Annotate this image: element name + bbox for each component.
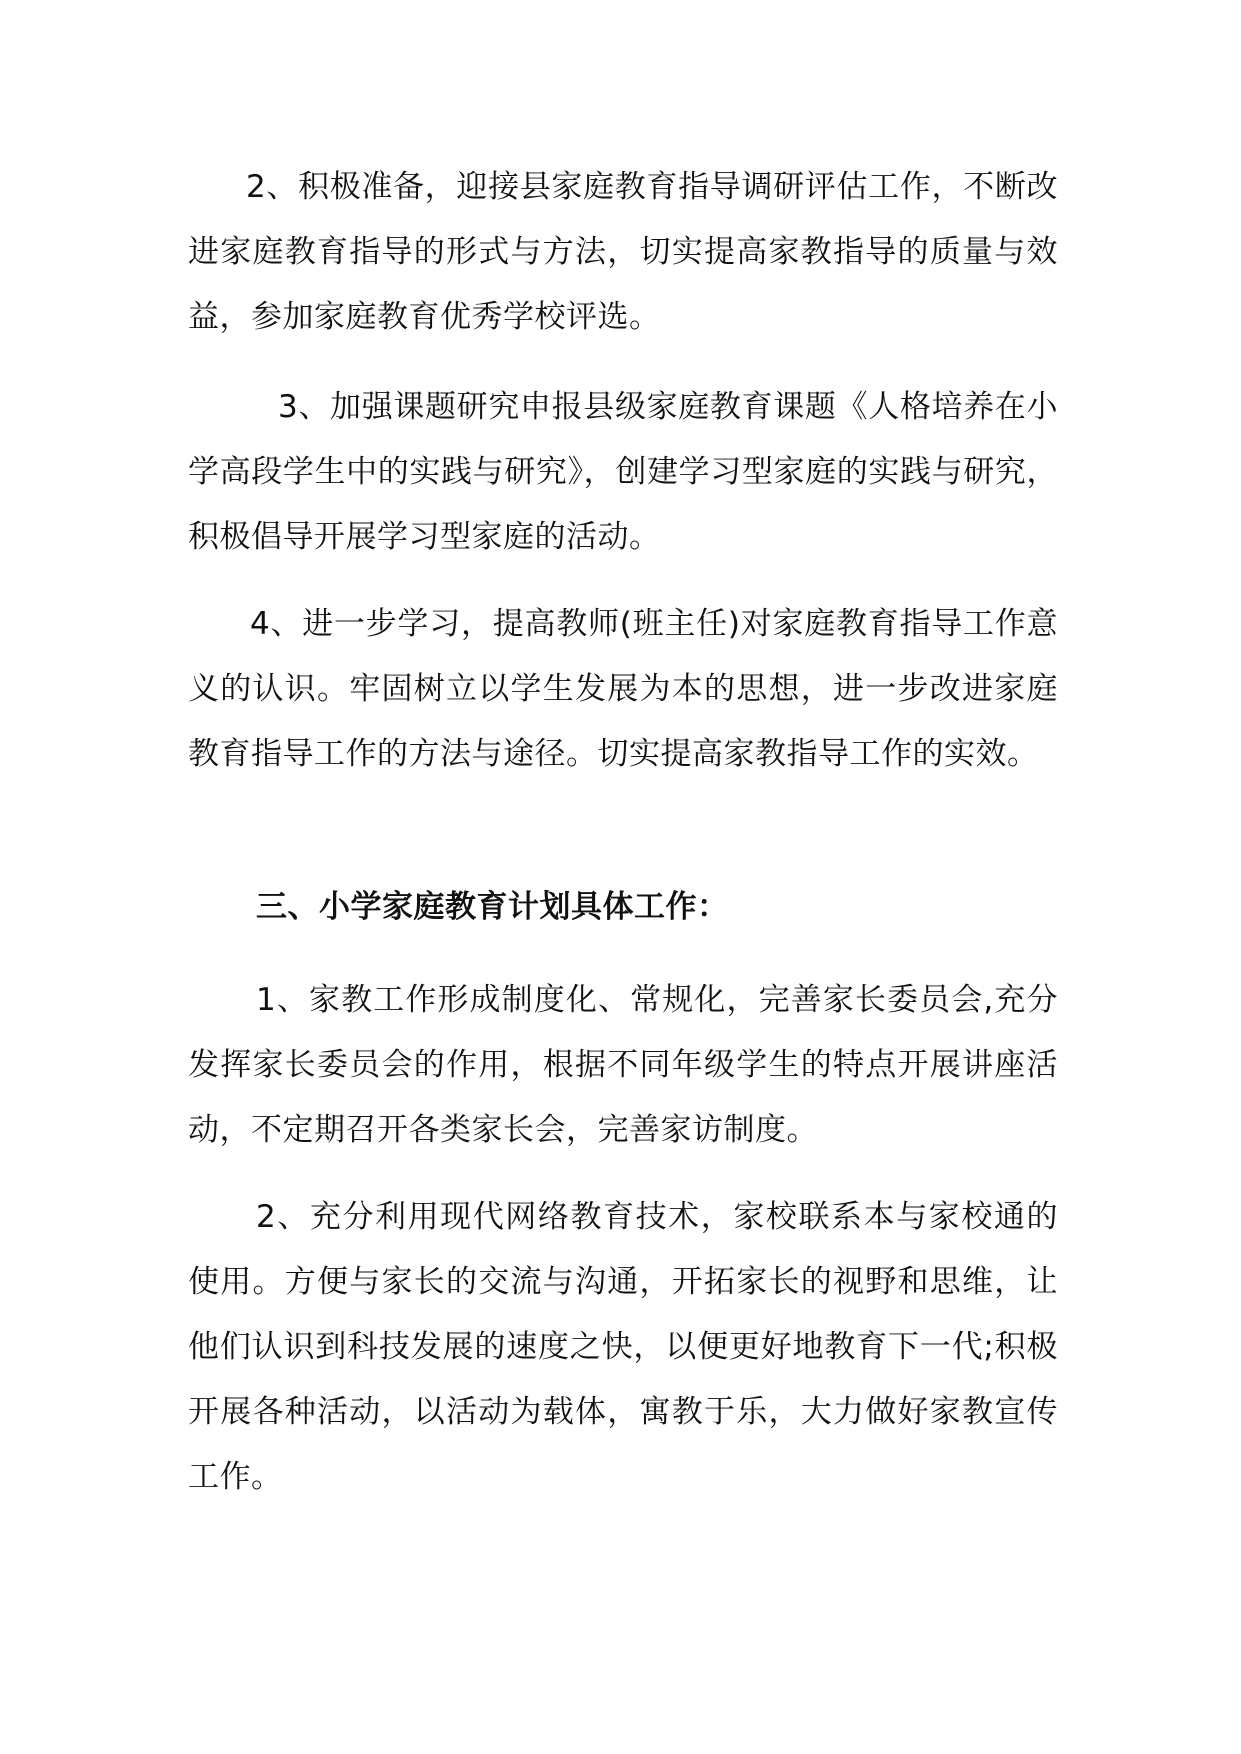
section-paragraph-1: 1、家教工作形成制度化、常规化，完善家长委员会,充分发挥家长委员会的作用，根据不同年级学生的特点开展讲座活动，不定期召开各类家长会，完善家访制度。 [188,982,1058,1148]
section-paragraph-2: 2、充分利用现代网络教育技术，家校联系本与家校通的使用。方便与家长的交流与沟通，开拓家长的视野和思维，让他们认识到科技发展的速度之快，以便更好地教育下一代;积极开展各种活动，以活动为载体，寓教于乐，大力做好家教宣传工作。 [188,1199,1058,1495]
paragraph-item-3: 3、加强课题研究申报县级家庭教育课题《人格培养在小学高段学生中的实践与研究》，创建学习型家庭的实践与研究，积极倡导开展学习型家庭的活动。 [188,389,1058,555]
section-heading: 三、小学家庭教育计划具体工作： [256,889,729,925]
paragraph-item-2: 2、积极准备，迎接县家庭教育指导调研评估工作，不断改进家庭教育指导的形式与方法，切实提高家教指导的质量与效益，参加家庭教育优秀学校评选。 [188,169,1058,335]
paragraph-item-4: 4、进一步学习，提高教师(班主任)对家庭教育指导工作意义的认识。牢固树立以学生发展为本的思想，进一步改进家庭教育指导工作的方法与途径。切实提高家教指导工作的实效。 [188,606,1058,772]
